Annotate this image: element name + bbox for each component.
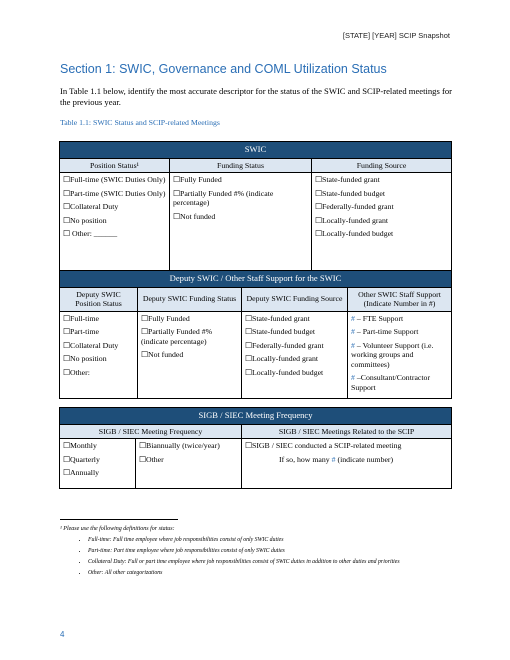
- checkbox-option[interactable]: ☐SIGB / SIEC conducted a SCIP-related meeting: [245, 441, 402, 450]
- table-caption: Table 1.1: SWIC Status and SCIP-related Meetings: [60, 118, 220, 127]
- checkbox-option[interactable]: ☐ Other: ______: [63, 229, 118, 238]
- checkbox-option[interactable]: ☐Locally-funded grant: [315, 215, 389, 225]
- footnote-item: • Full-time: Full time employee where job responsibilities consist of only SWIC duties: [88, 536, 466, 544]
- header-funding-source: Funding Source: [312, 158, 452, 173]
- checkbox-option[interactable]: ☐Biannually (twice/year): [139, 441, 220, 450]
- checkbox-option[interactable]: ☐Locally-funded grant: [245, 354, 319, 363]
- checkbox-option[interactable]: ☐Partially Funded #% (indicate percentage): [141, 327, 213, 346]
- header-meeting-frequency: SIGB / SIEC Meeting Frequency: [60, 424, 242, 439]
- frequency-options-a: [60, 439, 136, 489]
- frequency-options-b: [136, 439, 242, 489]
- checkbox-option[interactable]: ☐Locally-funded budget: [245, 367, 324, 377]
- checkbox-option[interactable]: ☐Quarterly: [63, 454, 100, 464]
- checkbox-option[interactable]: ☐State-funded budget: [245, 327, 315, 336]
- checkbox-option[interactable]: ☐Not funded: [141, 350, 184, 359]
- footnote-item: • Part-time: Part time employee where job responsibilities consist of only SWIC duties: [88, 547, 466, 555]
- scip-meeting-options: [242, 439, 452, 489]
- deputy-band: Deputy SWIC / Other Staff Support for the SWIC: [60, 271, 452, 288]
- number-placeholder[interactable]: #: [351, 313, 355, 323]
- deputy-funding-source-options: [242, 311, 348, 399]
- checkbox-option[interactable]: ☐No position: [63, 215, 107, 225]
- footnote-item: • Other: All other categorizations: [88, 569, 466, 577]
- sigb-band: SIGB / SIEC Meeting Frequency: [60, 408, 452, 425]
- checkbox-option[interactable]: ☐Not funded: [173, 211, 216, 221]
- checkbox-option[interactable]: ☐Fully Funded: [141, 313, 190, 323]
- deputy-swic-table: [59, 270, 452, 399]
- checkbox-option[interactable]: ☐Annually: [63, 468, 100, 477]
- staff-line: [351, 373, 448, 392]
- swic-table: [59, 141, 452, 271]
- footnote-list: [74, 536, 466, 580]
- checkbox-option[interactable]: ☐Other: [139, 454, 164, 464]
- checkbox-option[interactable]: ☐State-funded grant: [315, 175, 380, 184]
- checkbox-option[interactable]: ☐Federally-funded grant: [315, 202, 394, 211]
- staff-line: [351, 327, 448, 337]
- header-position-status: Position Status¹: [60, 158, 170, 173]
- footnote-item: • Collateral Duty: Full or part time employee where job responsibilities consist of SWIC duties in addition to other duties and priorities: [88, 558, 466, 566]
- staff-label: – Part-time Support: [356, 327, 419, 336]
- sigb-table: [59, 407, 452, 489]
- header-deputy-position: Deputy SWIC Position Status: [60, 287, 138, 311]
- header-deputy-funding-status: Deputy SWIC Funding Status: [138, 287, 242, 311]
- checkbox-option[interactable]: ☐Other:: [63, 367, 90, 377]
- swic-funding-source-options: [312, 173, 452, 271]
- footnote-intro: ¹ Please use the following definitions for status:: [60, 526, 175, 532]
- checkbox-option[interactable]: ☐Monthly: [63, 441, 97, 450]
- staff-line: [351, 314, 448, 324]
- staff-label: –Consultant/Contractor Support: [351, 373, 431, 392]
- checkbox-option[interactable]: ☐Collateral Duty: [63, 340, 119, 350]
- header-other-staff: Other SWIC Staff Support (Indicate Number in #): [348, 287, 452, 311]
- checkbox-option[interactable]: ☐Part-time (SWIC Duties Only): [63, 188, 166, 198]
- staff-line: [351, 341, 448, 370]
- header-funding-status: Funding Status: [170, 158, 312, 173]
- header-deputy-funding-source: Deputy SWIC Funding Source: [242, 287, 348, 311]
- number-placeholder[interactable]: #: [331, 454, 336, 464]
- meeting-count-suffix: (indicate number): [335, 454, 394, 464]
- number-placeholder[interactable]: #: [351, 340, 355, 350]
- other-staff-options: [348, 311, 452, 399]
- checkbox-option[interactable]: ☐Partially Funded #% (indicate percentage): [173, 188, 274, 207]
- swic-funding-status-options: [170, 173, 312, 271]
- checkbox-option[interactable]: ☐No position: [63, 354, 107, 363]
- checkbox-option[interactable]: ☐Fully Funded: [173, 175, 222, 184]
- checkbox-option[interactable]: ☐Full-time: [63, 313, 100, 323]
- checkbox-option[interactable]: ☐Part-time: [63, 327, 100, 336]
- header-scip-meetings: SIGB / SIEC Meetings Related to the SCIP: [242, 424, 452, 439]
- section-title: Section 1: SWIC, Governance and COML Utilization Status: [60, 62, 387, 76]
- intro-paragraph: In Table 1.1 below, identify the most accurate descriptor for the status of the SWIC and SCIP-related meetings for the previous year.: [60, 86, 452, 107]
- deputy-position-options: [60, 311, 138, 399]
- checkbox-option[interactable]: ☐Collateral Duty: [63, 202, 119, 211]
- swic-position-options: [60, 173, 170, 271]
- running-header: [STATE] [YEAR] SCIP Snapshot: [342, 31, 450, 40]
- checkbox-option[interactable]: ☐Full-time (SWIC Duties Only): [63, 175, 166, 184]
- meeting-count-prefix: If so, how many: [279, 454, 332, 464]
- meeting-count-line: [245, 455, 448, 465]
- checkbox-option[interactable]: ☐Federally-funded grant: [245, 340, 324, 350]
- swic-band: SWIC: [60, 142, 452, 159]
- checkbox-option[interactable]: ☐State-funded budget: [315, 188, 385, 198]
- checkbox-option[interactable]: ☐Locally-funded budget: [315, 229, 394, 238]
- number-placeholder[interactable]: #: [351, 327, 355, 336]
- number-placeholder[interactable]: #: [351, 373, 355, 382]
- staff-label: – FTE Support: [356, 313, 404, 323]
- page-number: 4: [60, 630, 65, 639]
- deputy-funding-status-options: [138, 311, 242, 399]
- checkbox-option[interactable]: ☐State-funded grant: [245, 313, 310, 323]
- staff-label: – Volunteer Support (i.e. working groups and committees): [351, 340, 434, 369]
- footnote-divider: [60, 519, 178, 520]
